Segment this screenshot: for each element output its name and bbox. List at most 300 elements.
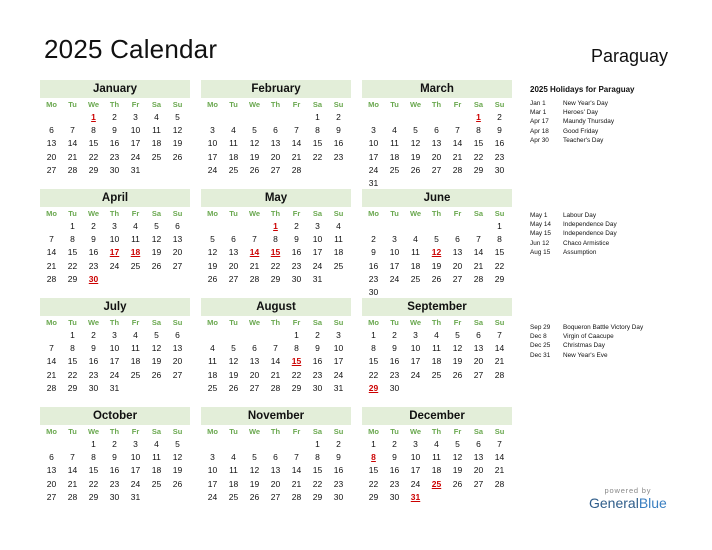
weekday-label: Tu — [229, 318, 238, 327]
weekday-label: Sa — [151, 318, 162, 327]
day-cell: 26 — [452, 478, 463, 489]
weekday-label: Sa — [151, 209, 162, 218]
day-cell: 20 — [228, 260, 239, 271]
day-cell: 1 — [371, 439, 376, 449]
day-cell: 2 — [91, 330, 96, 340]
day-cell: 26 — [249, 491, 260, 502]
day-cell: 21 — [67, 151, 78, 162]
day-cell — [363, 220, 384, 233]
week-row — [201, 273, 351, 286]
weekday-label: Fr — [131, 100, 140, 109]
day-cell: 23 — [88, 260, 99, 271]
holiday-day-cell: 1 — [91, 112, 96, 122]
day-cell: 20 — [270, 151, 281, 162]
day-cell — [223, 111, 244, 124]
weekday-label: Mo — [46, 318, 57, 327]
day-cell: 24 — [130, 151, 141, 162]
day-cell: 5 — [455, 439, 460, 449]
week-row — [201, 260, 351, 273]
week-row — [40, 260, 190, 273]
day-cell: 5 — [175, 439, 180, 449]
day-cell: 9 — [497, 125, 502, 136]
weekday-label: Fr — [453, 209, 462, 218]
weekday-label: Fr — [292, 427, 301, 436]
week-row — [362, 464, 512, 477]
day-cell: 6 — [476, 330, 481, 340]
holiday-name: Teacher's Day — [563, 136, 604, 144]
day-cell — [468, 491, 489, 504]
day-cell: 31 — [368, 177, 379, 188]
day-cell — [328, 273, 349, 286]
weekday-label: We — [248, 100, 261, 109]
day-cell: 12 — [452, 452, 463, 463]
day-cell: 2 — [497, 112, 502, 122]
day-cell: 18 — [431, 356, 442, 367]
week-row — [201, 491, 351, 504]
day-cell: 1 — [70, 330, 75, 340]
weekday-header — [201, 316, 351, 329]
day-cell: 19 — [228, 369, 239, 380]
week-row — [201, 451, 351, 464]
day-cell: 13 — [46, 465, 57, 476]
day-cell: 13 — [172, 343, 183, 354]
day-cell — [167, 491, 188, 504]
week-row — [201, 164, 351, 177]
week-row — [201, 382, 351, 395]
day-cell: 23 — [333, 478, 344, 489]
day-cell: 28 — [67, 164, 78, 175]
day-cell: 12 — [207, 247, 218, 258]
month-december — [362, 407, 512, 504]
day-cell: 25 — [228, 164, 239, 175]
day-cell: 8 — [315, 125, 320, 136]
week-row — [201, 151, 351, 164]
day-cell: 4 — [413, 234, 418, 245]
week-row — [40, 124, 190, 137]
holiday-day-cell: 14 — [249, 247, 260, 258]
weekday-label: Tu — [390, 100, 399, 109]
holiday-date: Sep 29 — [530, 324, 551, 331]
day-cell: 7 — [49, 343, 54, 354]
day-cell — [125, 273, 146, 286]
day-cell: 29 — [494, 273, 505, 284]
month-name: October — [40, 407, 190, 425]
holiday-name: Good Friday — [563, 127, 599, 135]
month-october — [40, 407, 190, 504]
day-cell — [447, 220, 468, 233]
day-cell: 27 — [473, 369, 484, 380]
weekday-label: Sa — [151, 427, 162, 436]
day-cell: 11 — [152, 452, 161, 463]
day-cell: 12 — [151, 343, 162, 354]
day-cell: 2 — [336, 439, 341, 449]
day-cell: 28 — [249, 273, 260, 284]
day-cell: 10 — [207, 138, 218, 149]
day-cell — [244, 438, 265, 451]
day-cell: 24 — [312, 260, 323, 271]
day-cell: 24 — [410, 478, 421, 489]
day-cell: 22 — [291, 369, 302, 380]
week-row — [201, 137, 351, 150]
day-cell: 8 — [315, 452, 320, 463]
week-row — [40, 111, 190, 124]
day-cell: 15 — [67, 356, 78, 367]
week-row — [362, 438, 512, 451]
weekday-label: Su — [333, 427, 344, 436]
day-cell: 11 — [229, 138, 238, 149]
day-cell: 29 — [291, 382, 302, 393]
week-row — [201, 124, 351, 137]
day-cell — [405, 220, 426, 233]
day-cell — [265, 438, 286, 451]
day-cell: 14 — [46, 356, 57, 367]
weekday-label: Th — [431, 100, 442, 109]
holiday-date: Jun 12 — [530, 239, 550, 247]
powered-by-text: powered by — [604, 486, 652, 495]
day-cell: 2 — [392, 330, 397, 340]
weekday-label: Sa — [473, 318, 484, 327]
weekday-label: Mo — [368, 318, 379, 327]
week-row — [362, 124, 512, 137]
day-cell: 28 — [46, 273, 57, 284]
day-cell: 3 — [413, 330, 418, 340]
day-cell: 23 — [109, 151, 120, 162]
day-cell — [125, 382, 146, 395]
day-cell: 7 — [476, 234, 481, 245]
day-cell — [62, 111, 83, 124]
holiday-group — [530, 211, 617, 257]
day-cell: 9 — [112, 125, 117, 136]
weekday-label: Su — [494, 209, 505, 218]
day-cell — [202, 111, 223, 124]
day-cell — [426, 220, 447, 233]
day-cell: 24 — [130, 478, 141, 489]
holiday-day-cell: 8 — [371, 452, 376, 463]
day-cell: 18 — [431, 465, 442, 476]
day-cell: 25 — [389, 164, 400, 175]
day-cell — [41, 329, 62, 342]
weekday-label: Tu — [68, 209, 77, 218]
day-cell: 27 — [431, 164, 442, 175]
holiday-date: Apr 18 — [530, 127, 549, 135]
day-cell — [41, 438, 62, 451]
weekday-label: Su — [494, 318, 505, 327]
day-cell: 16 — [109, 138, 120, 149]
day-cell: 3 — [315, 221, 320, 231]
holiday-item — [530, 220, 617, 229]
day-cell: 16 — [368, 260, 379, 271]
day-cell: 12 — [249, 138, 260, 149]
day-cell — [244, 220, 265, 233]
day-cell: 12 — [410, 138, 421, 149]
day-cell: 7 — [497, 439, 502, 449]
holiday-date: Dec 31 — [530, 351, 551, 359]
day-cell: 27 — [172, 260, 183, 271]
day-cell — [146, 382, 167, 395]
holiday-date: May 14 — [530, 221, 551, 229]
weekday-label: Th — [270, 100, 281, 109]
day-cell: 8 — [476, 125, 481, 136]
weekday-label: Sa — [312, 427, 323, 436]
month-name: August — [201, 298, 351, 316]
day-cell: 10 — [368, 138, 379, 149]
day-cell — [167, 382, 188, 395]
page-title: 2025 Calendar — [44, 34, 218, 64]
day-cell: 6 — [434, 125, 439, 136]
month-january — [40, 80, 190, 177]
day-cell: 25 — [151, 151, 162, 162]
day-cell: 31 — [312, 273, 323, 284]
day-cell: 16 — [333, 138, 344, 149]
day-cell: 28 — [46, 382, 57, 393]
weekday-label: Tu — [390, 318, 399, 327]
day-cell: 3 — [392, 234, 397, 245]
day-cell: 14 — [291, 138, 302, 149]
day-cell: 3 — [336, 330, 341, 340]
week-row — [40, 478, 190, 491]
week-row — [40, 164, 190, 177]
day-cell: 1 — [294, 330, 299, 340]
day-cell — [223, 438, 244, 451]
month-name: February — [201, 80, 351, 98]
weekday-header — [201, 207, 351, 220]
country-name: Paraguay — [590, 46, 668, 66]
day-cell: 28 — [452, 164, 463, 175]
day-cell: 9 — [91, 343, 96, 354]
week-row — [201, 342, 351, 355]
holiday-group — [530, 323, 643, 360]
holiday-item — [530, 341, 643, 350]
month-name: June — [362, 189, 512, 207]
day-cell: 20 — [249, 369, 260, 380]
month-april — [40, 189, 190, 286]
holiday-day-cell: 29 — [368, 382, 379, 393]
day-cell: 21 — [452, 151, 463, 162]
day-cell: 3 — [112, 330, 117, 340]
day-cell: 24 — [207, 491, 218, 502]
day-cell — [468, 382, 489, 395]
day-cell: 1 — [91, 439, 96, 449]
day-cell: 24 — [333, 369, 344, 380]
day-cell: 4 — [154, 112, 159, 122]
holiday-date: Jan 1 — [530, 100, 546, 107]
week-row — [362, 111, 512, 124]
day-cell: 5 — [231, 343, 236, 354]
weekday-label: Su — [333, 100, 344, 109]
day-cell: 30 — [88, 382, 99, 393]
day-cell: 27 — [228, 273, 239, 284]
day-cell: 13 — [452, 247, 463, 258]
weekday-label: We — [248, 318, 261, 327]
holiday-day-cell: 25 — [431, 478, 442, 489]
day-cell — [146, 164, 167, 177]
day-cell: 15 — [312, 138, 323, 149]
month-july — [40, 298, 190, 395]
day-cell — [202, 438, 223, 451]
day-cell: 30 — [368, 286, 379, 297]
day-cell: 24 — [410, 369, 421, 380]
day-cell: 14 — [291, 465, 302, 476]
day-cell: 17 — [207, 151, 218, 162]
weekday-header — [40, 207, 190, 220]
day-cell: 21 — [473, 260, 484, 271]
generalblue-logo[interactable] — [589, 486, 667, 511]
weekday-label: Su — [494, 427, 505, 436]
day-cell: 21 — [46, 369, 57, 380]
day-cell — [167, 164, 188, 177]
day-cell: 27 — [270, 164, 281, 175]
day-cell: 11 — [152, 125, 161, 136]
day-cell: 21 — [494, 356, 505, 367]
day-cell — [223, 329, 244, 342]
weekday-label: We — [409, 100, 422, 109]
day-cell: 16 — [312, 356, 323, 367]
holiday-item — [530, 211, 617, 220]
day-cell: 7 — [49, 234, 54, 245]
day-cell: 15 — [494, 247, 505, 258]
day-cell: 5 — [455, 330, 460, 340]
day-cell: 17 — [130, 138, 141, 149]
day-cell: 19 — [172, 465, 183, 476]
weekday-header — [362, 98, 512, 111]
day-cell: 1 — [497, 221, 502, 231]
day-cell: 19 — [249, 151, 260, 162]
week-row — [201, 464, 351, 477]
weekday-header — [362, 425, 512, 438]
day-cell: 18 — [389, 151, 400, 162]
month-name: November — [201, 407, 351, 425]
day-cell: 15 — [368, 465, 379, 476]
day-cell: 28 — [494, 369, 505, 380]
week-row — [40, 451, 190, 464]
day-cell: 3 — [210, 452, 215, 463]
day-cell: 29 — [88, 164, 99, 175]
week-row — [362, 246, 512, 259]
weekday-label: Su — [172, 318, 183, 327]
day-cell: 30 — [109, 164, 120, 175]
month-september — [362, 298, 512, 395]
weekday-label: Fr — [292, 100, 301, 109]
day-cell: 17 — [109, 356, 120, 367]
weekday-label: Sa — [312, 100, 323, 109]
weekday-label: We — [87, 427, 100, 436]
weekday-label: Mo — [368, 100, 379, 109]
day-cell: 23 — [312, 369, 323, 380]
holiday-day-cell: 31 — [410, 491, 421, 502]
weekday-header — [201, 425, 351, 438]
weekday-label: Fr — [292, 209, 301, 218]
day-cell: 19 — [452, 465, 463, 476]
day-cell: 3 — [210, 125, 215, 136]
day-cell: 30 — [494, 164, 505, 175]
day-cell: 9 — [371, 247, 376, 258]
day-cell: 16 — [389, 356, 400, 367]
holiday-item — [530, 351, 643, 360]
week-row — [40, 464, 190, 477]
day-cell: 28 — [494, 478, 505, 489]
day-cell: 19 — [172, 138, 183, 149]
week-row — [362, 342, 512, 355]
day-cell: 12 — [172, 452, 183, 463]
holiday-day-cell: 30 — [88, 273, 99, 284]
day-cell: 30 — [109, 491, 120, 502]
day-cell: 12 — [249, 465, 260, 476]
week-row — [40, 329, 190, 342]
month-name: December — [362, 407, 512, 425]
day-cell — [286, 438, 307, 451]
day-cell: 12 — [151, 234, 162, 245]
holiday-day-cell: 1 — [273, 221, 278, 231]
weekday-label: Fr — [131, 318, 140, 327]
day-cell: 5 — [175, 112, 180, 122]
week-row — [40, 233, 190, 246]
day-cell: 11 — [432, 452, 441, 463]
day-cell: 2 — [336, 112, 341, 122]
weekday-label: Fr — [292, 318, 301, 327]
day-cell: 29 — [312, 491, 323, 502]
holiday-name: Assumption — [563, 248, 597, 256]
day-cell: 30 — [389, 491, 400, 502]
day-cell: 20 — [270, 478, 281, 489]
day-cell: 16 — [88, 247, 99, 258]
week-row — [40, 355, 190, 368]
day-cell: 27 — [46, 164, 57, 175]
day-cell: 22 — [473, 151, 484, 162]
day-cell: 3 — [413, 439, 418, 449]
day-cell: 8 — [70, 343, 75, 354]
day-cell: 6 — [231, 234, 236, 245]
day-cell: 24 — [109, 369, 120, 380]
weekday-label: Mo — [207, 209, 218, 218]
day-cell — [468, 220, 489, 233]
day-cell: 28 — [291, 164, 302, 175]
weekday-label: We — [409, 427, 422, 436]
day-cell: 31 — [130, 491, 141, 502]
week-row — [362, 491, 512, 504]
day-cell: 6 — [273, 452, 278, 463]
day-cell: 20 — [172, 356, 183, 367]
day-cell: 7 — [294, 452, 299, 463]
day-cell: 27 — [270, 491, 281, 502]
day-cell — [244, 329, 265, 342]
day-cell: 25 — [151, 478, 162, 489]
holiday-day-cell: 18 — [130, 247, 141, 258]
day-cell: 18 — [130, 356, 141, 367]
weekday-label: Mo — [46, 209, 57, 218]
weekday-label: Sa — [473, 427, 484, 436]
day-cell: 18 — [228, 478, 239, 489]
day-cell: 24 — [109, 260, 120, 271]
weekday-label: We — [87, 318, 100, 327]
week-row — [362, 220, 512, 233]
holiday-name: Independence Day — [563, 221, 617, 229]
day-cell: 7 — [252, 234, 257, 245]
weekday-label: Th — [270, 318, 281, 327]
week-row — [362, 329, 512, 342]
day-cell: 5 — [154, 221, 159, 231]
weekday-label: Tu — [68, 318, 77, 327]
day-cell: 24 — [207, 164, 218, 175]
day-cell: 27 — [46, 491, 57, 502]
day-cell: 1 — [315, 112, 320, 122]
weekday-label: Tu — [390, 427, 399, 436]
holiday-date: Apr 30 — [530, 136, 549, 144]
week-row — [40, 382, 190, 395]
holiday-item — [530, 229, 617, 238]
day-cell: 19 — [410, 151, 421, 162]
holiday-date: Dec 8 — [530, 333, 547, 341]
day-cell: 5 — [210, 234, 215, 245]
